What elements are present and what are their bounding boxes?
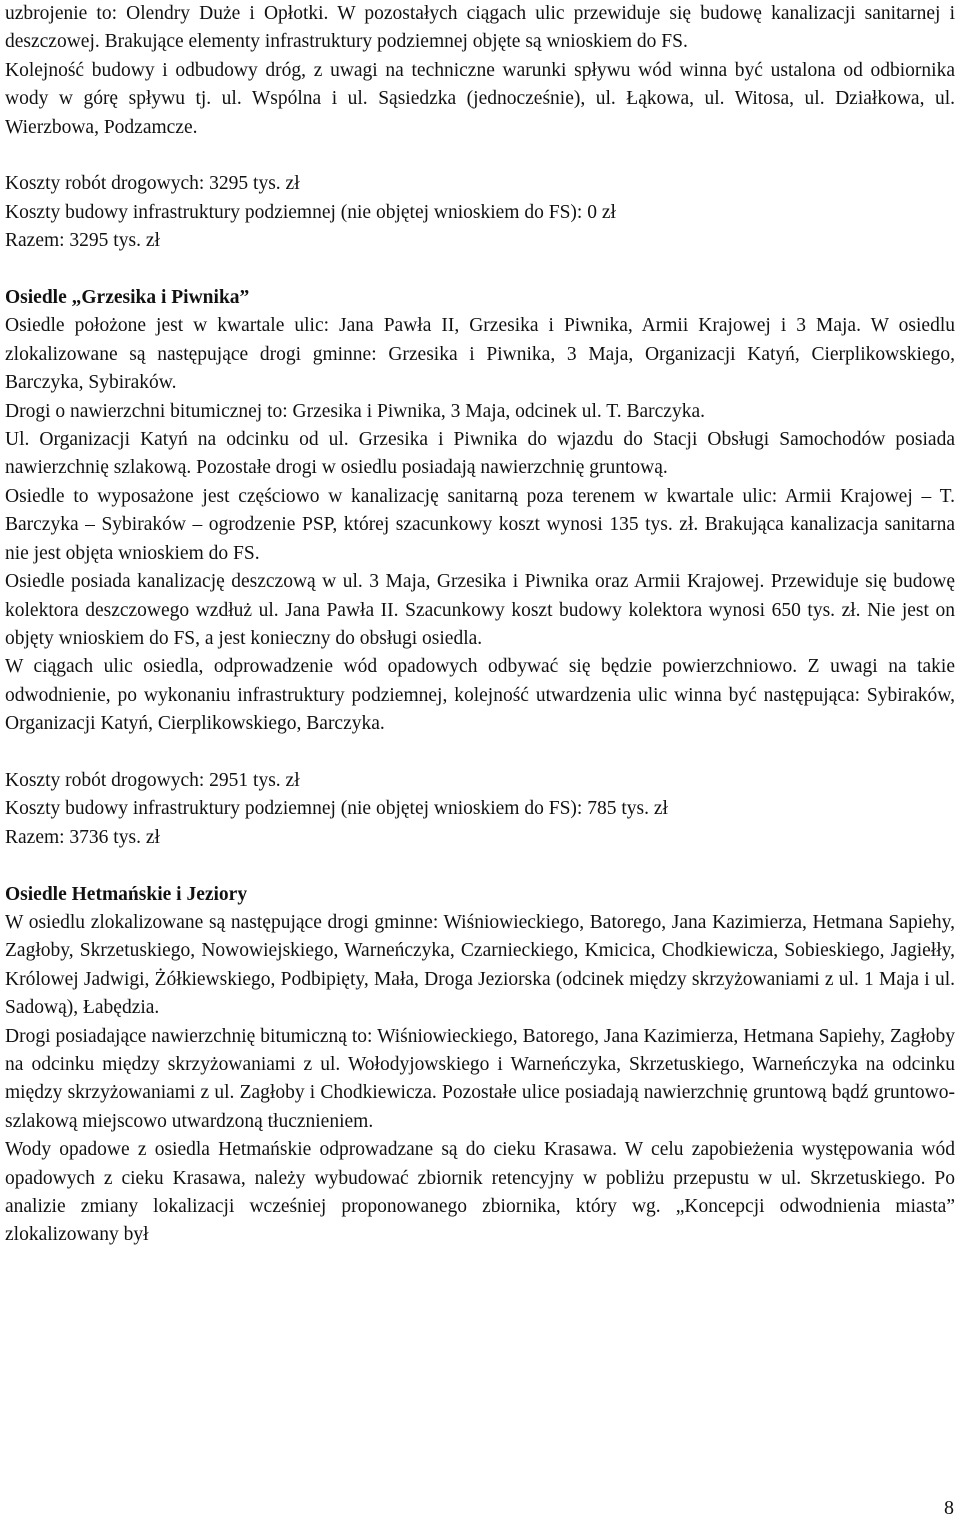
grzesika-paragraph-6: W ciągach ulic osiedla, odprowadzenie wód opadowych odbywać się będzie powierzchniowo. Z uwagi na takie odwodnienie, po wykonaniu infrastruktury podziemnej, kolejność utwardzenia ulic winna być następująca: Sybiraków, Organizacji Katyń, Cierplikowskiego, Barczyka. (5, 656, 955, 735)
grzesika-paragraph-1: Osiedle położone jest w kwartale ulic: Jana Pawła II, Grzesika i Piwnika, Armii Krajowej i 3 Maja. W osiedlu zlokalizowane są następujące drogi gminne: Grzesika i Piwnika, 3 Maja, Organizacji Katyń, Cierplikowskiego, Barczyka, Sybiraków. (5, 315, 955, 394)
intro-paragraph-2: Kolejność budowy i odbudowy dróg, z uwagi na techniczne warunki spływu wód winna być ustalona od odbiornika wody w górę spływu tj. ul. Wspólna i ul. Sąsiedzka (jednocześnie), ul. Łąkowa, ul. Witosa, ul. Działkowa, ul. Wierzbowa, Podzamcze. (5, 59, 955, 138)
spacer (5, 852, 955, 880)
grzesika-paragraph-5: Osiedle posiada kanalizację deszczową w ul. 3 Maja, Grzesika i Piwnika oraz Armii Krajowej. Przewiduje się budowę kolektora deszczowego wzdłuż ul. Jana Pawła II. Szacunkowy koszt budowy kolektora wynosi 650 tys. zł. Nie jest on objęty wnioskiem do FS, a jest konieczny do obsługi osiedla. (5, 571, 955, 649)
page-number: 8 (944, 1497, 954, 1519)
intro-paragraph-1: uzbrojenie to: Olendry Duże i Opłotki. W pozostałych ciągach ulic przewiduje się budowę kanalizacji sanitarnej i deszczowej. Brakujące elementy infrastruktury podziemnej objęte są wnioskiem do FS. (5, 3, 955, 53)
grzesika-paragraph-4: Osiedle to wyposażone jest częściowo w kanalizację sanitarną poza terenem w kwartale ulic: Armii Krajowej – T. Barczyka – Sybiraków – ogrodzenie PSP, której szacunkowy koszt wynosi 135 tys. zł. Brakująca kanalizacja sanitarna nie jest objęta wnioskiem do FS. (5, 485, 955, 564)
grzesika-paragraph-3: Ul. Organizacji Katyń na odcinku od ul. Grzesika i Piwnika do wjazdu do Stacji Obsługi Samochodów posiada nawierzchnię szlakową. Pozostałe drogi w osiedlu posiadają nawierzchnię gruntową. (5, 429, 955, 479)
spacer (5, 739, 955, 767)
cost-roads-1: Koszty robót drogowych: 3295 tys. zł (5, 173, 300, 195)
cost-roads-2: Koszty robót drogowych: 2951 tys. zł (5, 769, 300, 791)
cost-infrastructure-1: Koszty budowy infrastruktury podziemnej (nie objętej wnioskiem do FS): 0 zł (5, 201, 616, 223)
hetmanskie-paragraph-3: Wody opadowe z osiedla Hetmańskie odprowadzane są do cieku Krasawa. W celu zapobieżenia występowania wód opadowych z cieku Krasawa, należy wybudować zbiornik retencyjny w pobliżu przepustu w ul. Skrzetuskiego. Po analizie zmiany lokalizacji wcześniej proponowanego zbiornika, który wg. „Koncepcji odwodnienia miasta” zlokalizowany był (5, 1139, 955, 1246)
section-heading-hetmanskie: Osiedle Hetmańskie i Jeziory (5, 883, 248, 905)
section-heading-grzesika: Osiedle „Grzesika i Piwnika” (5, 287, 250, 309)
cost-infrastructure-2: Koszty budowy infrastruktury podziemnej (nie objętej wnioskiem do FS): 785 tys. zł (5, 798, 668, 820)
document-page (5, 0, 955, 1250)
hetmanskie-paragraph-2: Drogi posiadające nawierzchnię bitumiczną to: Wiśniowieckiego, Batorego, Jana Kazimierza, Hetmana Sapiehy, Zagłoby na odcinku między skrzyżowaniami z ul. Wołodyjowskiego i Warneńczyka, Skrzetuskiego, Warneńczyka na odcinku między skrzyżowaniami z ul. Zagłoby i Chodkiewicza. Pozostałe ulice posiadają nawierzchnię gruntową bądź gruntowo-szlakową miejscowo utwardzoną tłucznieniem. (5, 1025, 955, 1132)
grzesika-paragraph-2: Drogi o nawierzchni bitumicznej to: Grzesika i Piwnika, 3 Maja, odcinek ul. T. Barczyka. (5, 400, 705, 422)
spacer (5, 256, 955, 284)
hetmanskie-paragraph-1: W osiedlu zlokalizowane są następujące drogi gminne: Wiśniowieckiego, Batorego, Jana Kazimierza, Hetmana Sapiehy, Zagłoby, Skrzetuskiego, Nowowiejskiego, Warneńczyka, Czarnieckiego, Kmicica, Chodkiewicza, Sobieskiego, Jagiełły, Królowej Jadwigi, Żółkiewskiego, Podbipięty, Mała, Droga Jeziorska (odcinek między skrzyżowaniami z ul. 1 Maja i ul. Sadową), Łabędzia. (5, 911, 955, 1019)
cost-total-1: Razem: 3295 tys. zł (5, 230, 160, 252)
cost-total-2: Razem: 3736 tys. zł (5, 826, 160, 848)
spacer (5, 142, 955, 170)
